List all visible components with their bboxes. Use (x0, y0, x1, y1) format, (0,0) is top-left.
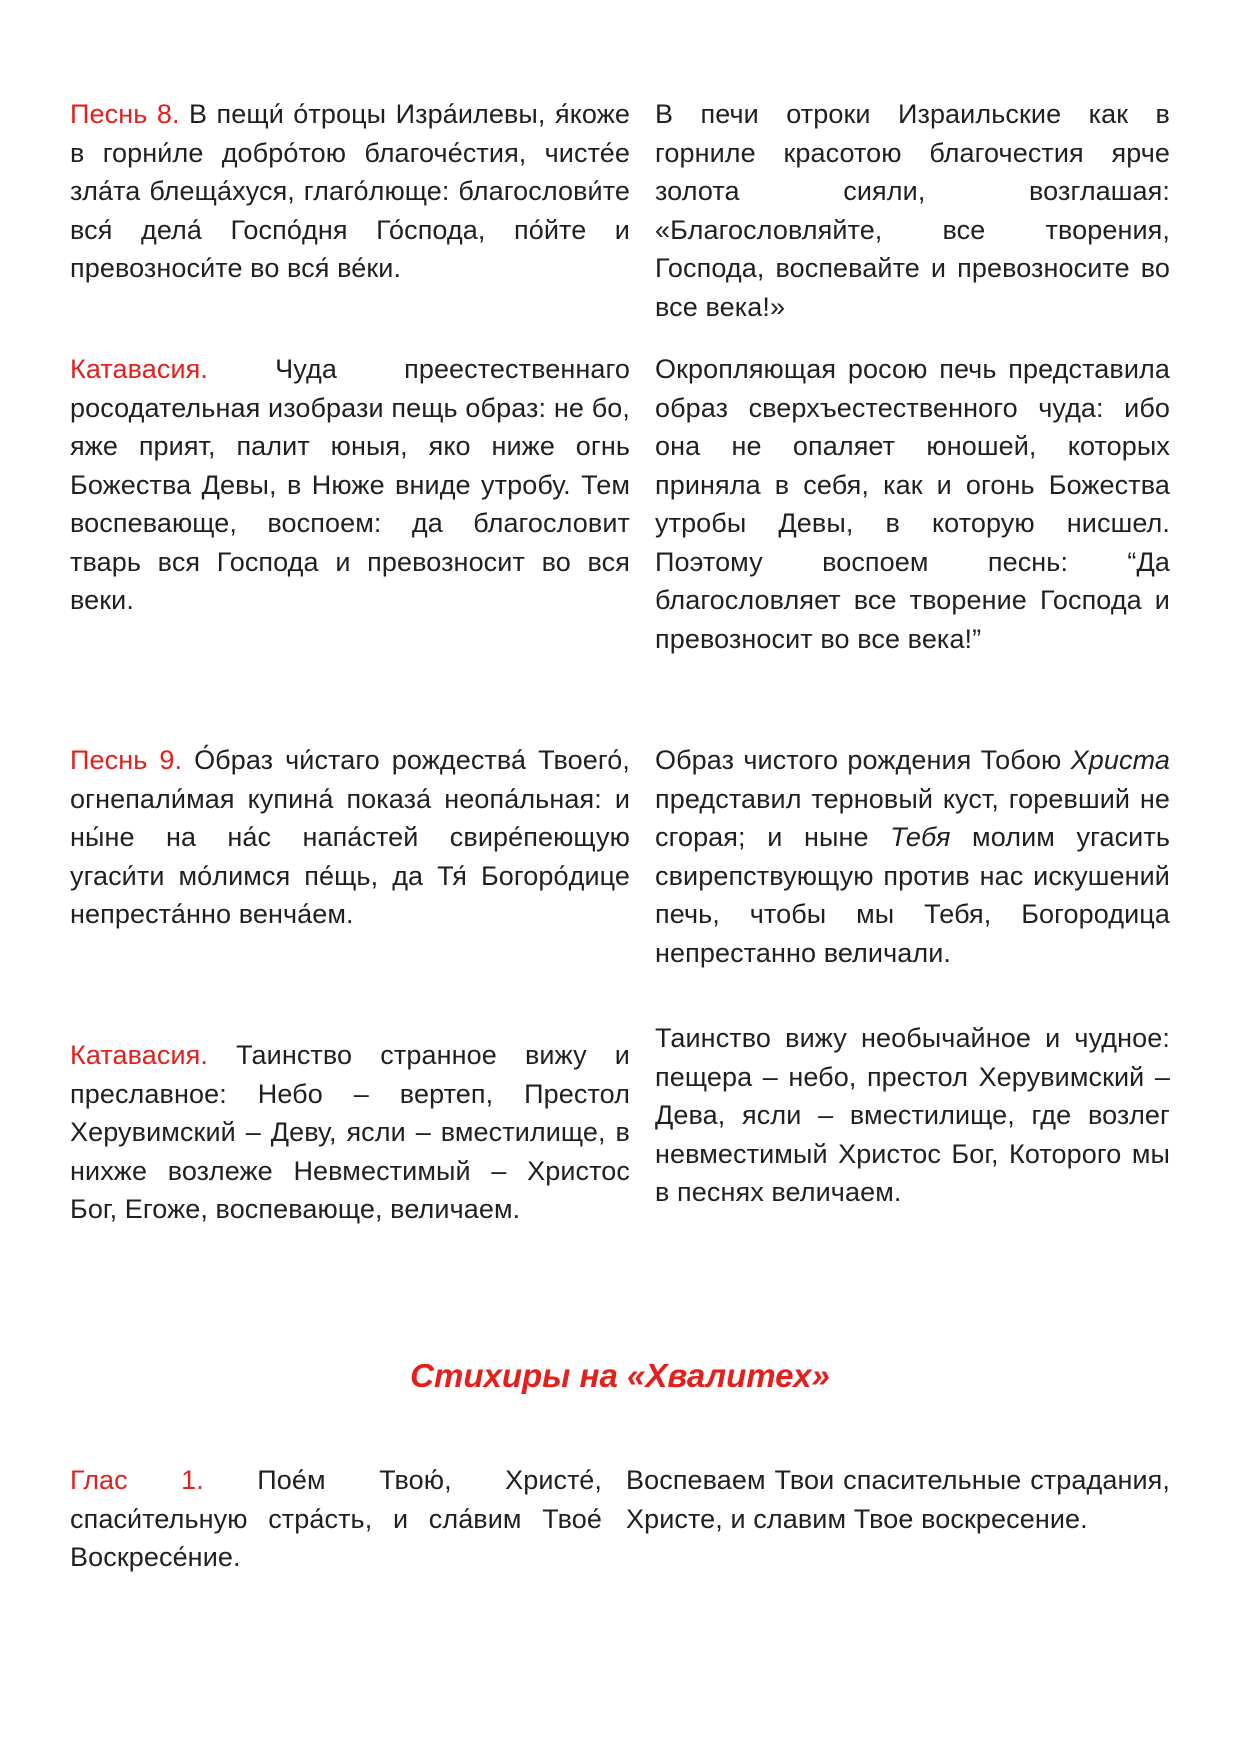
song9-russian-text-christ: Христа (1070, 745, 1170, 775)
katavasia9-russian-text: Таинство вижу необычайное и чудное: пещера – небо, престол Херувимский – Дева, ясли – вместилище, где возлег невместимый Христос Бог, Которого мы в песнях величаем. (655, 1023, 1170, 1207)
glas1-slavonic-paragraph (70, 1461, 602, 1577)
katavasia9-label: Катавасия. (70, 1040, 208, 1070)
song8-slavonic-paragraph (70, 95, 630, 288)
katavasia9-slavonic-text: Таинство странное вижу и преславное: Небо – вертеп, Престол Херувимский – Деву, ясли – вместилище, в нихже возлеже Невместимый – Христос Бог, Егоже, воспевающе, величаем. (70, 1040, 630, 1224)
song8-russian-paragraph (655, 95, 1170, 326)
song8-label: Песнь 8. (70, 99, 180, 129)
katavasia8-russian-text: Окропляющая росою печь представила образ сверхъестественного чуда: ибо она не опаляет юношей, которых приняла в себя, как и огонь Божества утробы Девы, в которую нисшел. Поэтому воспоем песнь: “Да благословляет все творение Господа и превозносит во все века!” (655, 354, 1170, 654)
song8-slavonic-text: В пещи́ о́троцы Изра́илевы, я́коже в горни́ле добро́тою благоче́стия, чисте́е зла́та блеща́хуся, глаго́люще: благослови́те вся́ дела́ Госпо́дня Го́спода, по́йте и превозноси́те во вся́ ве́ки. (70, 99, 630, 283)
section-title: Стихиры на «Хвалитех» (410, 1357, 830, 1394)
katavasia9-russian-paragraph (655, 1019, 1170, 1212)
song9-label: Песнь 9. (70, 745, 183, 775)
glas1-russian-paragraph (626, 1461, 1170, 1538)
song9-russian-text-thee: Тебя (890, 822, 951, 852)
song8-russian-text: В печи отроки Израильские как в горниле красотою благочестия ярче золота сияли, возглашая: «Благословляйте, все творения, Господа, воспевайте и превозносите во все века!» (655, 99, 1170, 322)
katavasia9-slavonic-paragraph (70, 1036, 630, 1229)
katavasia8-slavonic-text: Чуда преестественнаго росодательная изобрази пещь образ: не бо, яже прият, палит юныя, яко ниже огнь Божества Девы, в Нюже вниде утробу. Тем воспевающе, воспоем: да благословит тварь вся Господа и превозносит во вся веки. (70, 354, 630, 615)
song9-russian-text-part1: Образ чистого рождения Тобою (655, 745, 1071, 775)
katavasia8-slavonic-paragraph (70, 350, 630, 620)
song9-slavonic-text: О́браз чи́стаго рождества́ Твоего́, огнепали́мая купина́ показа́ неопа́льная: и ны́не на на́с напа́стей свире́пеющую угаси́ти мо́лимся пе́щь, да Тя́ Богоро́дице непреста́нно венча́ем. (70, 745, 630, 929)
glas1-slavonic-text: Пое́м Твою́, Христе́, спаси́тельную стра́сть, и сла́вим Твое́ Воскресе́ние. (70, 1465, 602, 1572)
song9-russian-text-part3: молим угасить свирепствующую против нас искушений печь, чтобы мы Тебя, Богородица непрестанно величали. (655, 822, 1170, 968)
song9-slavonic-paragraph (70, 741, 630, 934)
glas1-label: Глас 1. (70, 1465, 204, 1495)
song9-russian-text-part2: представил терновый куст, горевший не сгорая; и ныне (655, 783, 1170, 852)
katavasia8-label: Катавасия. (70, 354, 208, 384)
song9-russian-paragraph (655, 741, 1170, 972)
katavasia8-russian-paragraph (655, 350, 1170, 658)
glas1-russian-text: Воспеваем Твои спасительные страдания, Христе, и славим Твое воскресение. (626, 1465, 1170, 1534)
